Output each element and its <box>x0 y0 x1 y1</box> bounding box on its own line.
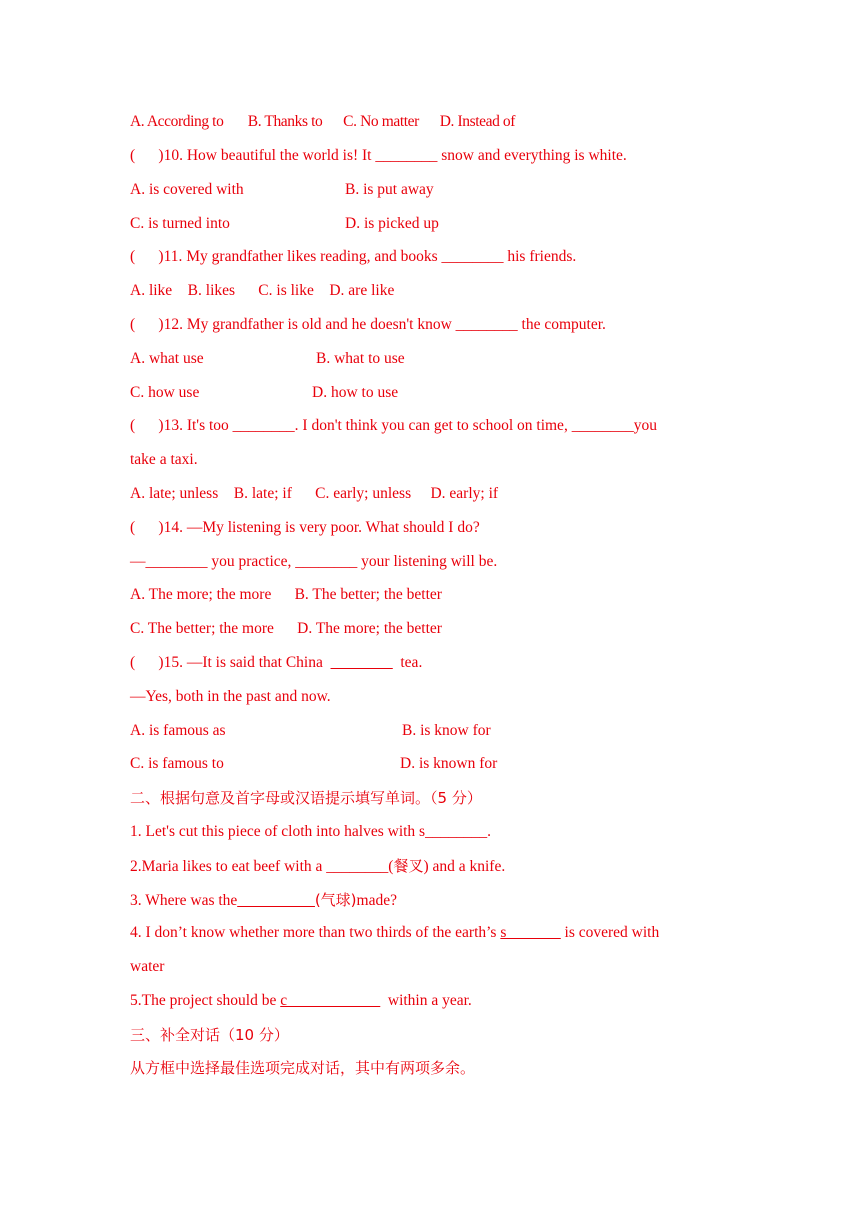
sentence-4-text: 4. I don’t know whether more than two thirds of the earth’s <box>130 924 501 941</box>
sentence-4-blank: s_______ <box>500 924 561 941</box>
sentence-3-text: 3. Where was the <box>130 892 238 909</box>
q10-option-c: C. is turned into <box>130 215 230 232</box>
sentence-3-hint: (气球) <box>314 891 357 909</box>
section2-sentence-4-continued: water <box>130 958 165 975</box>
q13-stem-continued: take a taxi. <box>130 451 198 468</box>
q15-blank: ________ <box>330 654 393 671</box>
q15-stem-end: tea. <box>392 654 423 671</box>
q10-option-a: A. is covered with <box>130 181 244 198</box>
q15-stem-text: ( )15. —It is said that China <box>130 654 331 671</box>
section3-heading: 三、补全对话（10 分） <box>130 1026 289 1044</box>
sentence-5-end: within a year. <box>380 992 472 1009</box>
section3-instruction: 从方框中选择最佳选项完成对话，其中有两项多余。 <box>130 1059 476 1077</box>
sentence-3-end: made? <box>356 892 397 909</box>
q14-options-cd: C. The better; the more D. The more; the better <box>130 620 442 637</box>
q12-option-d: D. how to use <box>312 384 399 401</box>
sentence-2-end: ) and a knife. <box>423 858 506 875</box>
q15-option-b: B. is know for <box>402 722 491 739</box>
q12-stem: ( )12. My grandfather is old and he doesn't know ________ the computer. <box>130 316 606 333</box>
q12-option-b: B. what to use <box>316 350 405 367</box>
section2-sentence-5 <box>130 991 472 1011</box>
q12-option-a: A. what use <box>130 350 204 367</box>
q9-options: A. According to B. Thanks to C. No matter D. Instead of <box>130 113 516 130</box>
q15-option-c: C. is famous to <box>130 755 224 772</box>
q13-stem: ( )13. It's too ________. I don't think you can get to school on time, ________you <box>130 417 657 434</box>
q10-option-b: B. is put away <box>345 181 434 198</box>
q13-options: A. late; unless B. late; if C. early; unless D. early; if <box>130 485 499 502</box>
q14-options-ab: A. The more; the more B. The better; the better <box>130 586 442 603</box>
sentence-3-blank: __________ <box>237 892 315 909</box>
q15-option-d: D. is known for <box>400 755 498 772</box>
q15-reply: —Yes, both in the past and now. <box>130 688 331 705</box>
section2-sentence-2 <box>130 856 505 877</box>
section2-sentence-4 <box>130 923 659 943</box>
section2-heading: 二、根据句意及首字母或汉语提示填写单词。（5 分） <box>130 789 482 807</box>
q11-stem: ( )11. My grandfather likes reading, and books ________ his friends. <box>130 248 577 265</box>
q10-stem: ( )10. How beautiful the world is! It ________ snow and everything is white. <box>130 147 627 164</box>
sentence-2-text: 2.Maria likes to eat beef with a ________( <box>130 858 394 875</box>
sentence-5-text: 5.The project should be <box>130 992 281 1009</box>
q15-option-a: A. is famous as <box>130 722 226 739</box>
section2-sentence-3 <box>130 890 397 911</box>
q12-option-c: C. how use <box>130 384 200 401</box>
q15-stem <box>130 653 422 673</box>
q14-stem: ( )14. —My listening is very poor. What should I do? <box>130 519 480 536</box>
q14-reply: —________ you practice, ________ your listening will be. <box>130 553 498 570</box>
sentence-2-hint: 餐叉 <box>393 857 424 875</box>
section2-sentence-1: 1. Let's cut this piece of cloth into halves with s________. <box>130 823 491 840</box>
sentence-4-end: is covered with <box>560 924 660 941</box>
q11-options: A. like B. likes C. is like D. are like <box>130 282 395 299</box>
sentence-5-blank: c____________ <box>280 992 381 1009</box>
q10-option-d: D. is picked up <box>345 215 439 232</box>
